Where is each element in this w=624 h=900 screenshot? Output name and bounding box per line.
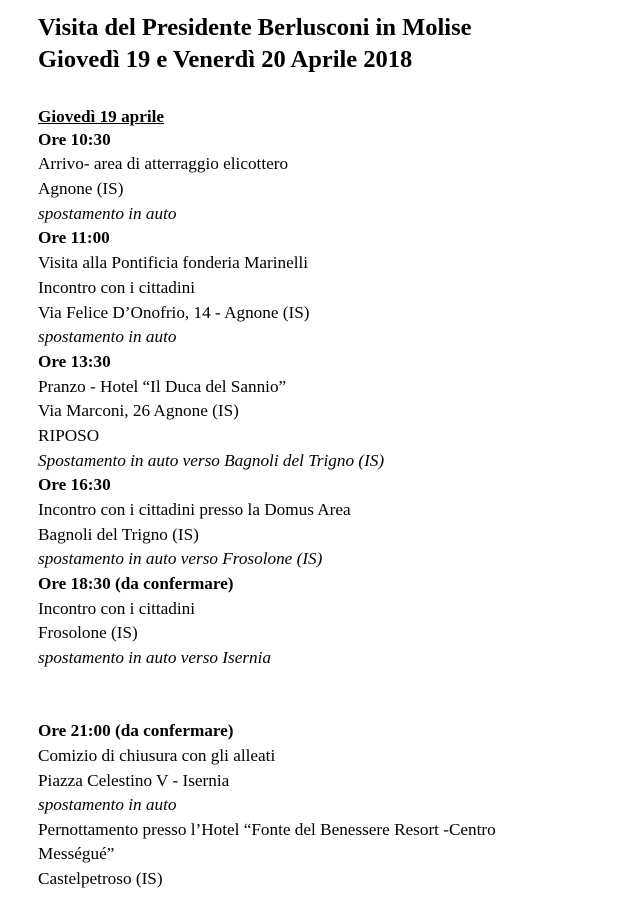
day-heading: Giovedì 19 aprile	[38, 107, 165, 126]
detail-line: Pranzo - Hotel “Il Duca del Sannio”	[38, 377, 287, 396]
detail-line: Piazza Celestino V - Isernia	[38, 771, 230, 790]
detail-line: Via Marconi, 26 Agnone (IS)	[38, 401, 239, 420]
detail-line: Arrivo- area di atterraggio elicottero	[38, 154, 289, 173]
travel-note: spostamento in auto	[38, 795, 177, 814]
time-heading: Ore 16:30	[38, 475, 111, 494]
detail-line: Castelpetroso (IS)	[38, 869, 163, 888]
detail-line: Incontro con i cittadini	[38, 278, 196, 297]
detail-line: RIPOSO	[38, 426, 100, 445]
time-heading: Ore 18:30 (da confermare)	[38, 574, 234, 593]
travel-note: Spostamento in auto verso Bagnoli del Trigno (IS)	[38, 451, 385, 470]
detail-line: Pernottamento presso l’Hotel “Fonte del Benessere Resort -Centro	[38, 820, 496, 839]
travel-note: spostamento in auto verso Frosolone (IS)	[38, 549, 323, 568]
travel-note: spostamento in auto	[38, 204, 177, 223]
time-heading: Ore 21:00 (da confermare)	[38, 721, 234, 740]
document-title-line-2: Giovedì 19 e Venerdì 20 Aprile 2018	[38, 46, 413, 73]
detail-line: Frosolone (IS)	[38, 623, 138, 642]
detail-line: Visita alla Pontificia fonderia Marinelli	[38, 253, 309, 272]
travel-note: spostamento in auto	[38, 327, 177, 346]
travel-note: spostamento in auto verso Isernia	[38, 648, 271, 667]
detail-line: Incontro con i cittadini presso la Domus Area	[38, 500, 351, 519]
detail-line: Bagnoli del Trigno (IS)	[38, 525, 199, 544]
detail-line: Mességué”	[38, 844, 115, 863]
time-heading: Ore 13:30	[38, 352, 111, 371]
time-heading: Ore 10:30	[38, 130, 111, 149]
detail-line: Via Felice D’Onofrio, 14 - Agnone (IS)	[38, 303, 310, 322]
time-heading: Ore 11:00	[38, 228, 110, 247]
detail-line: Agnone (IS)	[38, 179, 124, 198]
detail-line: Incontro con i cittadini	[38, 599, 196, 618]
document-title-line-1: Visita del Presidente Berlusconi in Molise	[38, 14, 472, 41]
detail-line: Comizio di chiusura con gli alleati	[38, 746, 276, 765]
